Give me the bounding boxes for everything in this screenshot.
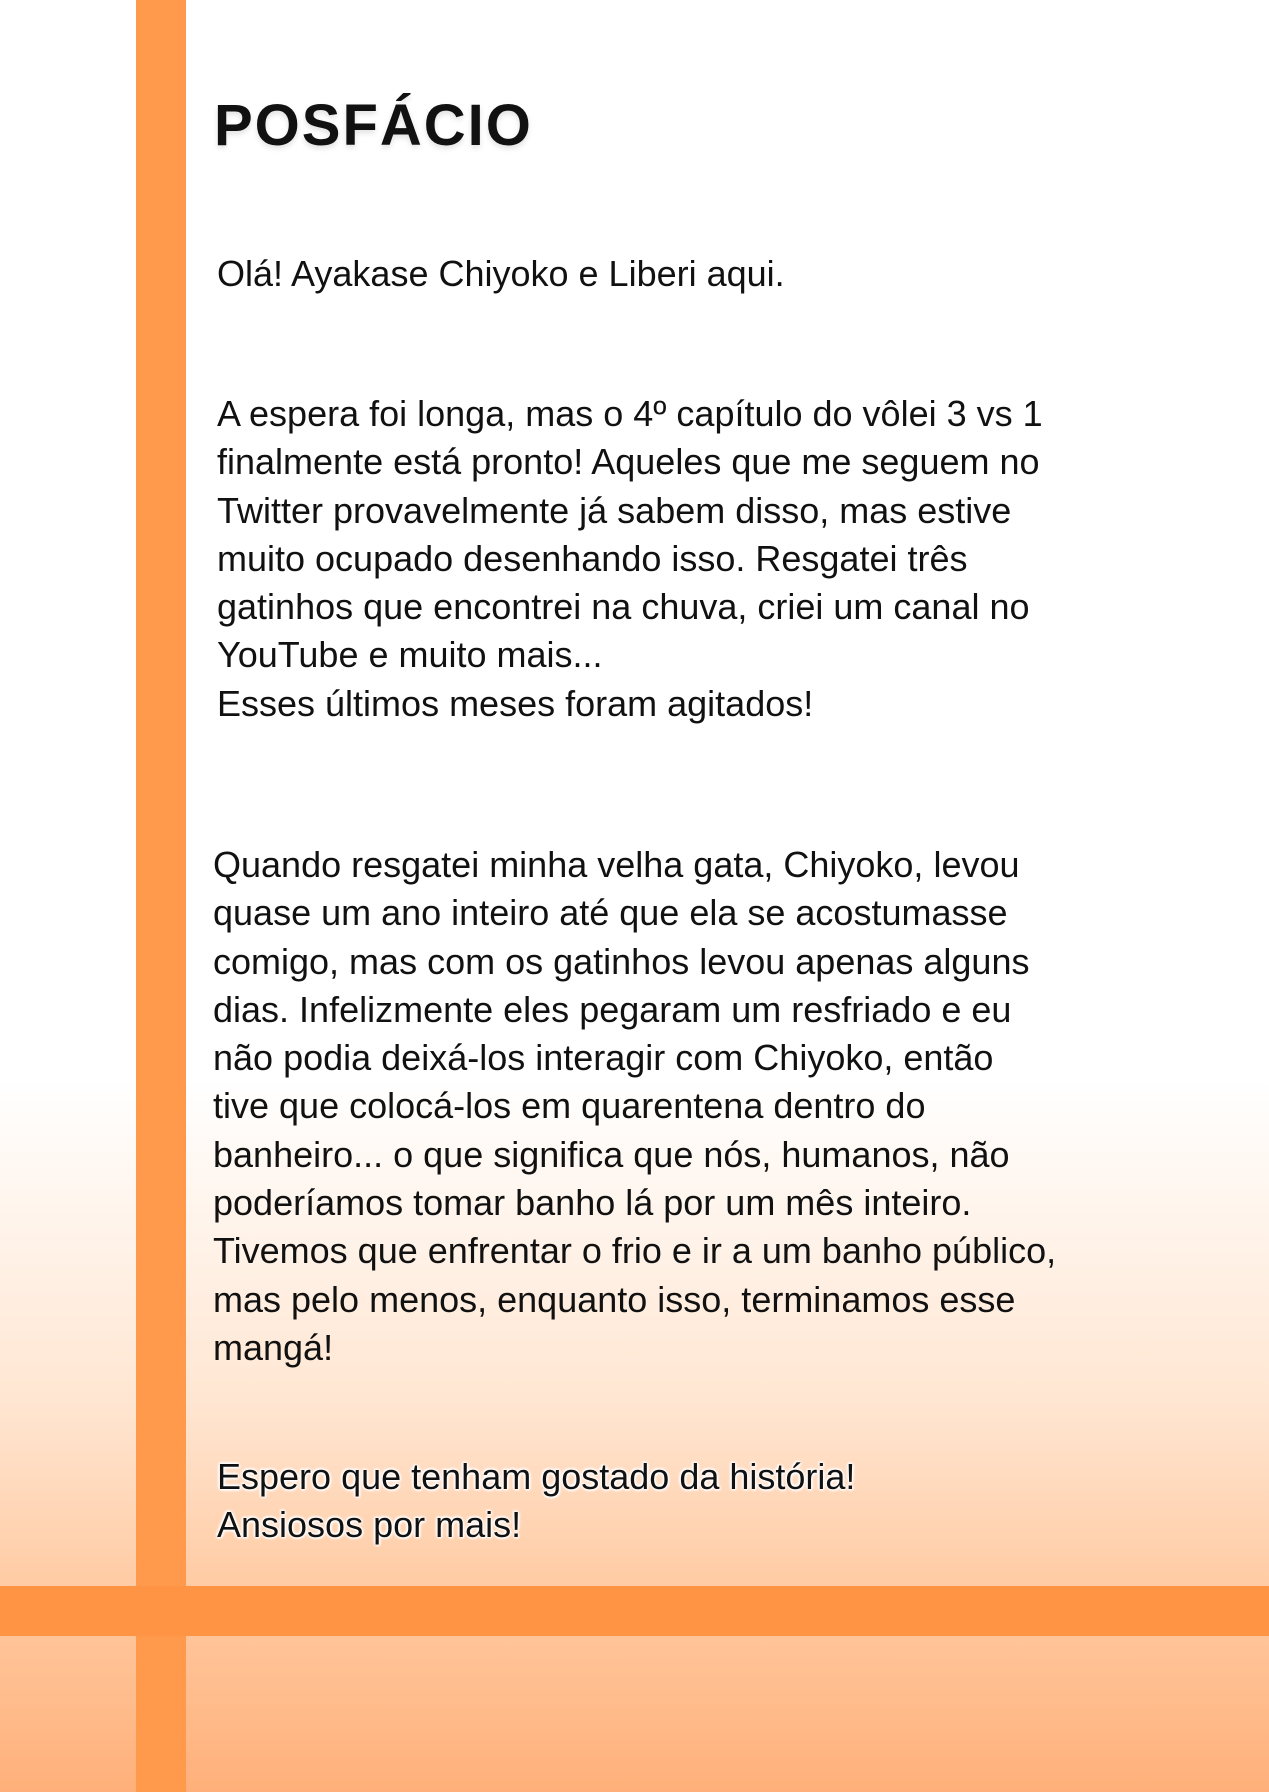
text-line: finalmente está pronto! Aqueles que me seguem no (217, 441, 1040, 483)
text-line: banheiro... o que significa que nós, humanos, não (213, 1133, 1010, 1175)
text-line: mangá! (213, 1326, 334, 1368)
text-line: não podia deixá-los interagir com Chiyoko, então (213, 1037, 994, 1079)
text-line: Twitter provavelmente já sabem disso, mas estive (217, 489, 1012, 531)
greeting-paragraph (217, 250, 785, 298)
text-line: Olá! Ayakase Chiyoko e Liberi aqui. (217, 253, 785, 294)
text-line: tive que colocá-los em quarentena dentro do (213, 1085, 926, 1127)
text-line: muito ocupado desenhando isso. Resgatei três (217, 537, 968, 579)
text-line: Ansiosos por mais! (217, 1504, 522, 1546)
text-line: Tivemos que enfrentar o frio e ir a um banho público, (213, 1230, 1057, 1272)
closing-paragraph (217, 1453, 855, 1550)
vertical-orange-bar (136, 0, 186, 1792)
news-paragraph (217, 390, 1043, 728)
text-line: Quando resgatei minha velha gata, Chiyoko, levou (213, 844, 1020, 885)
text-line: mas pelo menos, enquanto isso, terminamos esse (213, 1278, 1016, 1320)
kittens-paragraph (213, 841, 1056, 1372)
text-line: quase um ano inteiro até que ela se acostumasse (213, 892, 1008, 934)
text-line: Espero que tenham gostado da história! (217, 1456, 856, 1497)
horizontal-orange-bar (0, 1586, 1269, 1636)
text-line: comigo, mas com os gatinhos levou apenas alguns (213, 940, 1030, 982)
text-line: A espera foi longa, mas o 4º capítulo do vôlei 3 vs 1 (217, 393, 1043, 434)
text-line: dias. Infelizmente eles pegaram um resfriado e eu (213, 988, 1012, 1030)
text-line: Esses últimos meses foram agitados! (217, 682, 814, 724)
page-title: POSFÁCIO (214, 93, 533, 158)
text-line: gatinhos que encontrei na chuva, criei um canal no (217, 586, 1030, 628)
text-line: poderíamos tomar banho lá por um mês inteiro. (213, 1182, 972, 1224)
text-line: YouTube e muito mais... (217, 634, 603, 676)
